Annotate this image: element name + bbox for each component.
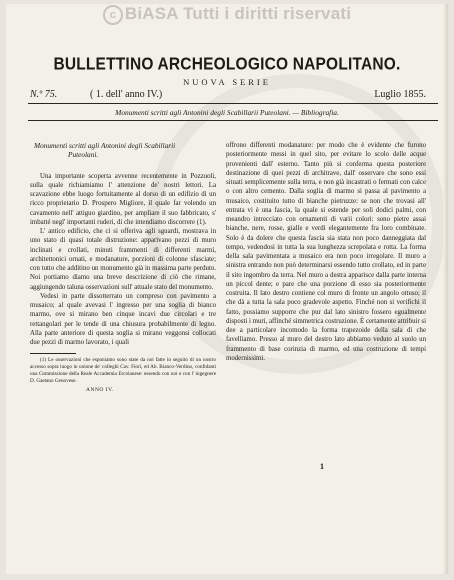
issue-date: Luglio 1855. <box>374 89 426 100</box>
issue-year: ( 1. dell' anno IV.) <box>90 89 163 100</box>
paragraph: Una importante scoperta avvenne recentemente in Pozzuoli, sulla quale richiamiamo l' attenzione de' nostri lettori. La scavazione ebbe luogo fortuitamente al dorso di un edifizio di un ricco proprietario D. Prospero Migliore, il quale far volendo un cavamento nell' attiguo giardino, per ampliare il suo fabbricato, s' imbatté negl' importanti ruderi, di che intendiamo discorrere (1). <box>30 172 216 226</box>
header-rule-top <box>28 103 438 104</box>
article-title-line: Monumenti scritti agli Antonini degli Scabillarii <box>34 141 176 150</box>
journal-title: BULLETTINO ARCHEOLOGICO NAPOLITANO. <box>53 54 401 75</box>
copyright-icon: c <box>103 5 123 25</box>
watermark-text: BiASA Tutti i diritti riservati <box>124 4 352 23</box>
footnote-rule <box>30 353 76 354</box>
table-of-contents: Monumenti scritti agli Antonini degli Scabillarii Puteolani. — Bibliografia. <box>115 108 339 117</box>
page-footer: ANNO IV. <box>86 387 114 394</box>
header-rule-bottom <box>28 120 438 121</box>
scan-edge <box>443 4 448 574</box>
document-page <box>6 4 448 574</box>
left-column <box>30 141 216 396</box>
paragraph: L' antico edificio, che ci si offeriva agli sguardi, mostrava in uno stato di quasi totale distruzione: apparivano pezzi di muro inclinati e crollati, minuti frammenti di differenti marmi, architettonici ornati, e modanature, porzioni di colonne sfasciate; con tutto che additino un monumento già in massima parte perduto. Noi portiamo diamo una breve descrizione di ciò che rimane, aggiungendo taluna osservazioni sull' attuale stato del monumento. <box>30 228 216 291</box>
article-title <box>30 141 216 160</box>
footnote: (1) Le osservazioni che esponiamo sono state da noi fatte in seguito di un nostro accesso sopra luogo in unione de' colleghi Cav. Fiori, ed Ab. Bianco-Verdino, confidanti una Commissione della Reale Accademia Ercolanese: essendo con noi e con l' ingegnere D. Gaetano Genovese. <box>30 357 216 384</box>
signature-mark: 1 <box>320 462 324 471</box>
article-title-line: Puteolani. <box>68 150 99 160</box>
paragraph: offrono differenti modanature: per modo che è evidente che furono posteriormente messi in quel sito, per evitare lo scolo delle acque provenienti dall' esterno. Tanto più si conferma questa posteriore destinazione di quei pezzi di architrave, dall' osservare che sono essi situati semplicemente sulla terra, e non già incastrati o fermati con calce o con altro cemento. Dalla soglia di marmo si passa al pavimento a musaico, costituito tutto di bianche pietruzze: se non che trovasi all' entrata vi è una fascia, la quale si estende per soli dodici palmi, con meandro intrecciato con ornamenti di varii colori: sono pietre assai bianche, nere, rosse, gialle e verdi elegantemente fra loro combinate. Solo è da dolere che questa fascia sia stata non poco danneggiata dal tempo, vedendosi in tutta la sua lunghezza screpolata e rotta. La forma della sala pavimentata a musaico era non poco irregolare. Il muro a sinistra entrando non può determinarsi essendo tutto crollato, ed in parte il sito ingombro da terra. Nel muro a destra apparisce dalla parte interna un piccol dente; e pare che una porzione di esso sia posteriormente costruita. Il lato destro contiene col muro di fronte un angolo ottuso; il che dà a tutta la sala poco gradevole aspetto. Finché non si verifichi il fatto, possiamo supporre che pur dal lato sinistro fossero egualmente disposti i muri, affinché simmetrica costruzione. È certamente attribuir si dee a particolare incomodo la forma trapezoide della sala di che favelliamo. Presso al muro del destro lato abbiamo veduto al suolo un frammento di base corinzia di marmo, ed una costruzione di tempi modernissimi. <box>226 142 426 362</box>
series-label: NUOVA SERIE <box>183 77 271 87</box>
right-column <box>226 141 426 363</box>
issue-number: N.º 75. <box>30 89 58 100</box>
copyright-watermark <box>6 4 448 25</box>
paragraph: Vedesi in parte dissotterrato un compreso con pavimento a musaico; al quale avevasi l' ingresso per una soglia di bianco marmo, ove si mirano ben cinque incavi due circolari e tre rettangolari per le tende di una chiusura probabilmente di legno. Alla parte anteriore di questa soglia si mirano veggonsi collocati due pezzi di marmo lavorato, i quali <box>30 292 216 346</box>
